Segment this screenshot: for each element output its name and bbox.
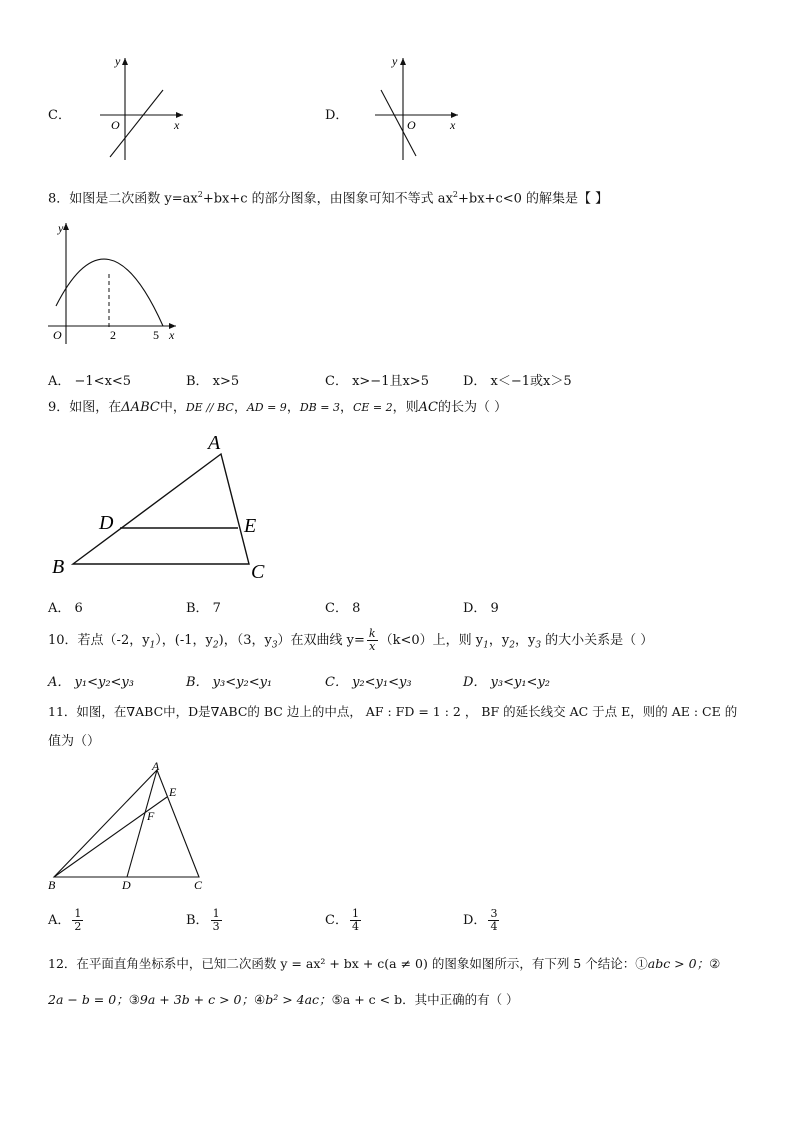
- triangle-abc: [73, 454, 249, 564]
- y-label: y: [115, 54, 121, 68]
- q9-option-a[interactable]: A． 6: [48, 601, 83, 616]
- svg-text:x: x: [169, 328, 175, 342]
- q9-option-b[interactable]: B． 7: [186, 601, 221, 616]
- q8-parabola-graph: [48, 218, 183, 348]
- svg-text:5: 5: [153, 328, 159, 342]
- q7-option-c-graph: [95, 52, 190, 162]
- q8-option-d[interactable]: D． x＜−1或x＞5: [463, 374, 572, 389]
- svg-text:C: C: [194, 878, 203, 892]
- q10-option-a[interactable]: A． y₁<y₂<y₃: [48, 675, 134, 690]
- svg-text:D: D: [122, 878, 131, 892]
- y-axis-arrow: [122, 58, 128, 65]
- q7-option-d-graph: [370, 52, 465, 162]
- q8-option-b[interactable]: B． x>5: [186, 374, 240, 389]
- q11-option-a[interactable]: A． $\frac{1}{2}$: [48, 907, 82, 933]
- svg-text:B: B: [48, 878, 56, 892]
- q11-triangle-figure: [44, 760, 214, 895]
- q10-option-c[interactable]: C． y₂<y₁<y₃: [325, 675, 412, 690]
- q10-option-d[interactable]: D． y₃<y₁<y₂: [463, 675, 551, 690]
- q12-stem-line1: 12．在平面直角坐标系中，已知二次函数 y = ax² + bx + c(a ≠ 0) 的图象如图所示，有下列 5 个结论：①abc > 0；②: [48, 956, 721, 971]
- svg-text:B: B: [52, 556, 65, 578]
- q11-option-c[interactable]: C． $\frac{1}{4}$: [325, 907, 359, 933]
- svg-text:E: E: [169, 785, 177, 799]
- svg-text:x: x: [450, 118, 456, 132]
- q11-stem-line1: 11．如图，在∇ABC中，D是∇ABC的 BC 边上的中点， AF : FD = 1 : 2 ， BF 的延长线交 AC 于点 E，则的 AE : CE 的: [48, 704, 738, 719]
- svg-text:2: 2: [110, 328, 116, 342]
- svg-text:y: y: [58, 221, 64, 235]
- q7-option-d-label: D．: [325, 108, 349, 123]
- q9-stem: 9．如图，在ΔABC中，DE // BC，AD = 9，DB = 3，CE = 2，则AC的长为（ ）: [48, 400, 508, 415]
- x-label: x: [174, 118, 180, 132]
- q9-option-d[interactable]: D． 9: [463, 601, 499, 616]
- svg-text:A: A: [208, 432, 221, 454]
- q9-option-c[interactable]: C． 8: [325, 601, 361, 616]
- svg-text:O: O: [53, 328, 62, 342]
- q12-stem-line2: 2a − b = 0；③9a + 3b + c > 0；④b² > 4ac；⑤a + c < b．其中正确的有（ ）: [48, 992, 519, 1007]
- q8-option-a[interactable]: A． −1<x<5: [48, 374, 132, 389]
- svg-text:O: O: [407, 118, 416, 132]
- q9-triangle-figure: [48, 428, 278, 588]
- q10-stem: 10．若点（-2，$y_1$），(-1，$y_2$)，（3，$y_3$）在双曲线 y= $\frac{k}{x}$ （k<0）上，则 $y_1$，$y_2$，$y_3$ 的大小关系是（ ）: [48, 627, 654, 653]
- origin-label: O: [111, 118, 120, 132]
- svg-text:y: y: [392, 54, 398, 68]
- q11-option-b[interactable]: B． $\frac{1}{3}$: [186, 907, 220, 933]
- q8-stem: 8．如图是二次函数 $y=ax^2+bx+c$ 的部分图象，由图象可知不等式 $ax^2+bx+c<0$ 的解集是【 】: [48, 190, 609, 207]
- q10-option-b[interactable]: B． y₃<y₂<y₁: [186, 675, 273, 690]
- svg-text:F: F: [147, 809, 155, 823]
- svg-text:A: A: [152, 760, 160, 773]
- q8-option-c[interactable]: C． x>−1且x>5: [325, 374, 429, 389]
- q7-option-c-label: C．: [48, 108, 71, 123]
- parabola: [56, 259, 163, 326]
- svg-text:E: E: [244, 515, 257, 537]
- q11-stem-line2: 值为（）: [48, 734, 101, 749]
- svg-text:C: C: [251, 561, 265, 583]
- svg-text:D: D: [99, 512, 114, 534]
- q11-option-d[interactable]: D． $\frac{3}{4}$: [463, 907, 498, 933]
